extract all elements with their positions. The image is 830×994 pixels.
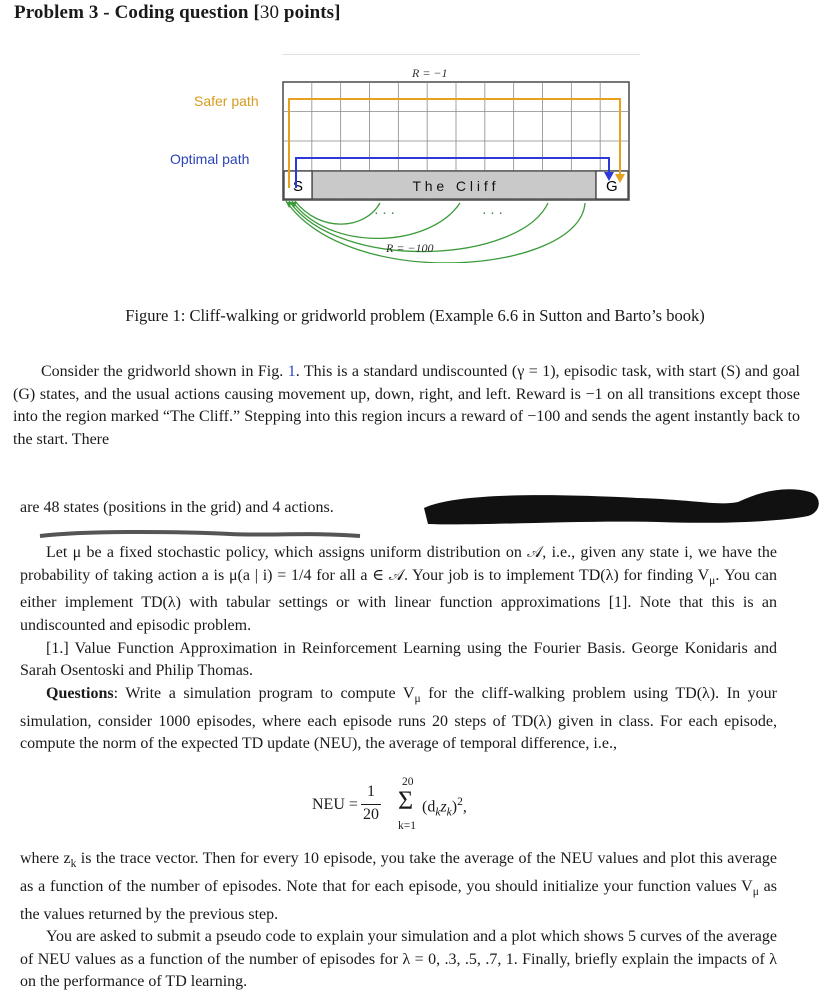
states-sentence: are 48 states (positions in the grid) and 4 actions. (20, 499, 334, 516)
optimal-path-label: Optimal path (170, 151, 250, 167)
dots-right: · · · (482, 207, 503, 222)
reward-bottom-label: R = −100 (386, 241, 434, 255)
intro-paragraph: Consider the gridworld shown in Fig. 1. This is a standard undiscounted (γ = 1), episodic task, with start (S) and goal (G) states, and the usual actions causing movement up, down, right, and left. Reward is −1 on all transitions except those into the region marked “The Cliff.” Stepping into this region incurs a reward of −100 and sends the agent instantly back to the start. There (13, 363, 800, 448)
submission-paragraph: You are asked to submit a pseudo code to explain your simulation and a plot which shows 5 curves of the average of NEU values as a function of the number of episodes for λ = 0, .3, .5, .7, 1. Finally, briefly explain the impacts of λ on the performance of TD learning. (20, 928, 777, 991)
redaction-scribble (418, 484, 828, 530)
cliff-label: T h e C l i f f (412, 178, 496, 194)
problem-title: Problem 3 - Coding question [30 points] (14, 2, 341, 23)
task-paragraphs (20, 542, 777, 756)
neu-equation: NEU = 1 20 20 Σ k=1 $(d_kz_k)^2$, (312, 776, 467, 832)
safer-path-label: Safer path (194, 93, 259, 109)
start-label: S (293, 178, 304, 195)
reference-paragraph: [1.] Value Function Approximation in Reinforcement Learning using the Fourier Basis. George Konidaris and Sarah Osentoski and Philip Thomas. (20, 639, 777, 680)
policy-paragraph: Let μ be a fixed stochastic policy, which assigns uniform distribution on 𝒜, i.e., given any state i, we have the probability of taking action a is μ(a | i) = 1/4 for all a ∈ 𝒜. Your job is to implement TD(λ) for finding $V_\mu$. You can either implement TD(λ) with tabular settings or with linear function approximations [1]. Note that this is an undiscounted and episodic problem. (20, 544, 778, 634)
cliff-fall-arrows (286, 201, 585, 263)
questions-label: Questions (46, 684, 114, 702)
figure-ref-link[interactable]: 1 (287, 363, 296, 380)
cliff-walking-figure (160, 58, 640, 263)
questions-paragraph: Questions: Write a simulation program to compute $V_\mu$ for the cliff-walking problem using TD(λ). In your simulation, consider 1000 episodes, where each episode runs 20 steps of TD(λ) given in class. For each episode, compute the norm of the expected TD update (NEU), the average of temporal difference, i.e., (20, 684, 777, 753)
separator-line (282, 54, 640, 55)
reward-top-label: R = −1 (412, 66, 448, 80)
trace-paragraph: where $z_k$ is the trace vector. Then for every 10 episode, you take the average of the NEU values and plot this average as a function of the number of episodes. Note that for each episode, you should initialize your function values $V_\mu$ as the values returned by the previous step. (20, 850, 778, 923)
goal-label: G (606, 178, 618, 195)
figure-caption: Figure 1: Cliff-walking or gridworld problem (Example 6.6 in Sutton and Barto’s book) (125, 306, 705, 325)
dots-left: · · · (374, 207, 395, 222)
closing-paragraphs (20, 848, 777, 994)
